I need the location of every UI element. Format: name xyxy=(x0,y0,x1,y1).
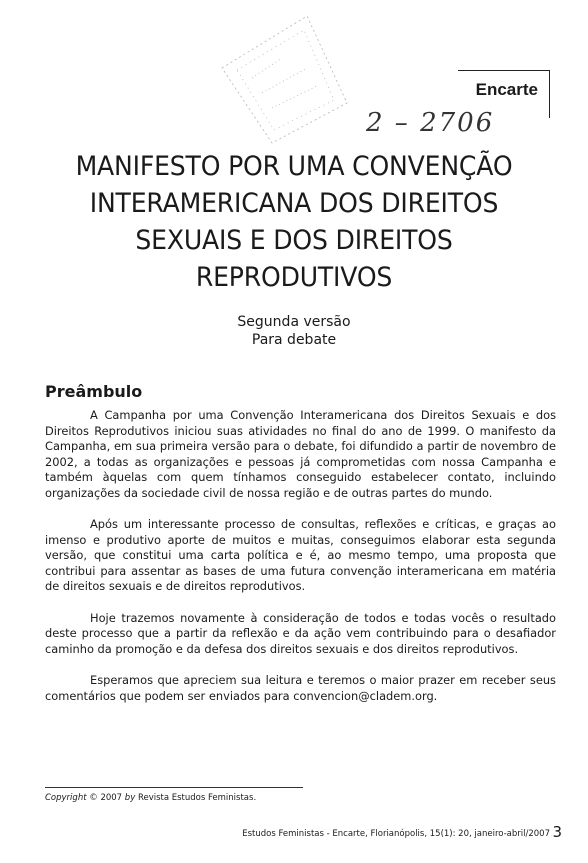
handwritten-catalog-number: 2 – 2706 xyxy=(366,108,495,138)
body-paragraph: Esperamos que apreciem sua leitura e teremos o maior prazer em receber seus comentários que podem ser enviados para convencion@cladem.org. xyxy=(45,673,556,703)
footnote-divider xyxy=(45,787,303,788)
section-tab-top-rule xyxy=(458,70,550,71)
body-paragraph: A Campanha por uma Convenção Interamericana dos Direitos Sexuais e dos Direitos Reprodutivos iniciou suas atividades no final do ano de 1999. O manifesto da Campanha, em sua primeira versão para o debate, foi difundido a partir de novembro de 2002, a todas as organizações e pessoas já comprometidas com nossa Campanha e também àquelas com quem tínhamos conseguido estabelecer contato, incluindo organizações da sociedade civil de nossa região e de outras partes do mundo. xyxy=(45,408,556,500)
section-tab-side-rule xyxy=(549,70,550,118)
library-stamp-mark xyxy=(212,8,362,148)
article-subtitle xyxy=(0,313,588,349)
body-paragraph: Após um interessante processo de consultas, reflexões e críticas, e graças ao imenso e produtivo aporte de muitos e muitas, conseguimos elaborar esta segunda versão, que constitui uma carta política e é, ao mesmo tempo, uma proposta que contribui para assentar as bases de uma futura convenção interamericana em matéria de direitos sexuais e de direitos reprodutivos. xyxy=(45,517,556,593)
copyright-by: by xyxy=(124,793,136,803)
article-title: MANIFESTO POR UMA CONVENÇÃO INTERAMERICANA DOS DIREITOS SEXUAIS E DOS DIREITOS REPRODUTIVOS xyxy=(75,151,513,293)
body-paragraph: Hoje trazemos novamente à consideração de todos e todas vocês o resultado deste processo que a partir da reflexão e da ação vem contribuindo para o desafiador caminho da promoção e da defesa dos direitos sexuais e dos direitos reprodutivos. xyxy=(45,610,556,656)
copyright-publisher: Revista Estudos Feministas. xyxy=(137,793,257,803)
section-heading: Preâmbulo xyxy=(45,382,143,401)
copyright-year: © 2007 xyxy=(89,793,123,803)
copyright-note xyxy=(45,793,256,803)
article-body xyxy=(45,408,556,720)
subtitle-line: Segunda versão xyxy=(237,314,351,330)
section-label: Encarte xyxy=(475,80,538,99)
page-number: 3 xyxy=(552,823,562,841)
copyright-word: Copyright xyxy=(45,793,87,803)
subtitle-line: Para debate xyxy=(251,332,337,348)
journal-citation: Estudos Feministas - Encarte, Florianópolis, 15(1): 20, janeiro-abril/2007 xyxy=(242,829,550,839)
